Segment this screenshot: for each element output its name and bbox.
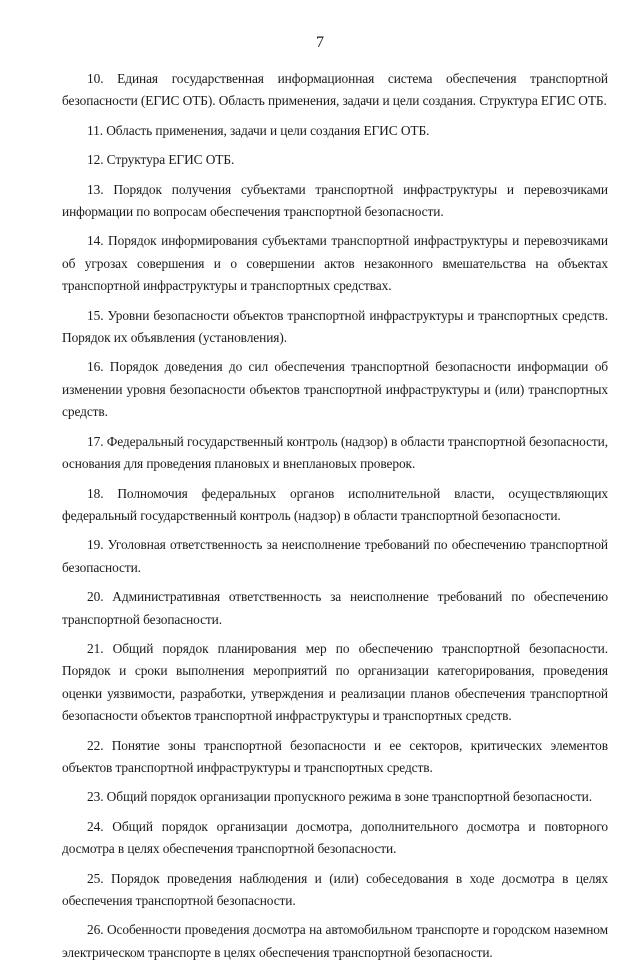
list-item-24: 24. Общий порядок организации досмотра, дополнительного досмотра и повторного досмотра в целях обеспечения транспортной безопасности. — [62, 818, 608, 857]
document-body — [62, 68, 608, 971]
list-item-26: 26. Особенности проведения досмотра на автомобильном транспорте и городском наземном электрическом транспорте в целях обеспечения транспортной безопасности. — [62, 922, 608, 960]
list-item-16: 16. Порядок доведения до сил обеспечения транспортной безопасности информации об изменении уровня безопасности объектов транспортной инфраструктуры и (или) транспортных средств. — [62, 359, 608, 420]
list-item-17: 17. Федеральный государственный контроль (надзор) в области транспортной безопасности, основания для проведения плановых и внеплановых проверок. — [62, 433, 608, 472]
list-item-19: 19. Уголовная ответственность за неисполнение требований по обеспечению транспортной безопасности. — [62, 537, 608, 575]
page-number: 7 — [316, 34, 324, 51]
list-item-23: 23. Общий порядок организации пропускного режима в зоне транспортной безопасности. — [87, 789, 592, 805]
list-item-18: 18. Полномочия федеральных органов исполнительной власти, осуществляющих федеральный государственный контроль (надзор) в области транспортной безопасности. — [62, 485, 608, 523]
list-item-22: 22. Понятие зоны транспортной безопасности и ее секторов, критических элементов объектов транспортной инфраструктуры и транспортных средств. — [62, 737, 608, 775]
list-item-11: 11. Область применения, задачи и цели создания ЕГИС ОТБ. — [87, 122, 430, 138]
list-item-14: 14. Порядок информирования субъектами транспортной инфраструктуры и перевозчиками об угрозах совершения и о совершении актов незаконного вмешательства на объектах транспортной инфраструктуры и транспортных средствах. — [62, 233, 608, 294]
list-item-10: 10. Единая государственная информационная система обеспечения транспортной безопасности (ЕГИС ОТБ). Область применения, задачи и цели создания. Структура ЕГИС ОТБ. — [62, 71, 608, 109]
list-item-25: 25. Порядок проведения наблюдения и (или) собеседования в ходе досмотра в целях обеспечения транспортной безопасности. — [62, 870, 608, 908]
list-item-21: 21. Общий порядок планирования мер по обеспечению транспортной безопасности. Порядок и сроки выполнения мероприятий по организации категорирования, проведения оценки уязвимости, разработки, утверждения и реализации планов обеспечения транспортной безопасности объектов транспортной инфраструктуры и транспортных средств. — [62, 640, 608, 724]
list-item-13: 13. Порядок получения субъектами транспортной инфраструктуры и перевозчиками информации по вопросам обеспечения транспортной безопасности. — [62, 181, 608, 220]
list-item-15: 15. Уровни безопасности объектов транспортной инфраструктуры и транспортных средств. Порядок их объявления (установления). — [62, 307, 608, 346]
list-item-20: 20. Административная ответственность за неисполнение требований по обеспечению транспортной безопасности. — [62, 589, 608, 627]
list-item-12: 12. Структура ЕГИС ОТБ. — [87, 152, 235, 168]
